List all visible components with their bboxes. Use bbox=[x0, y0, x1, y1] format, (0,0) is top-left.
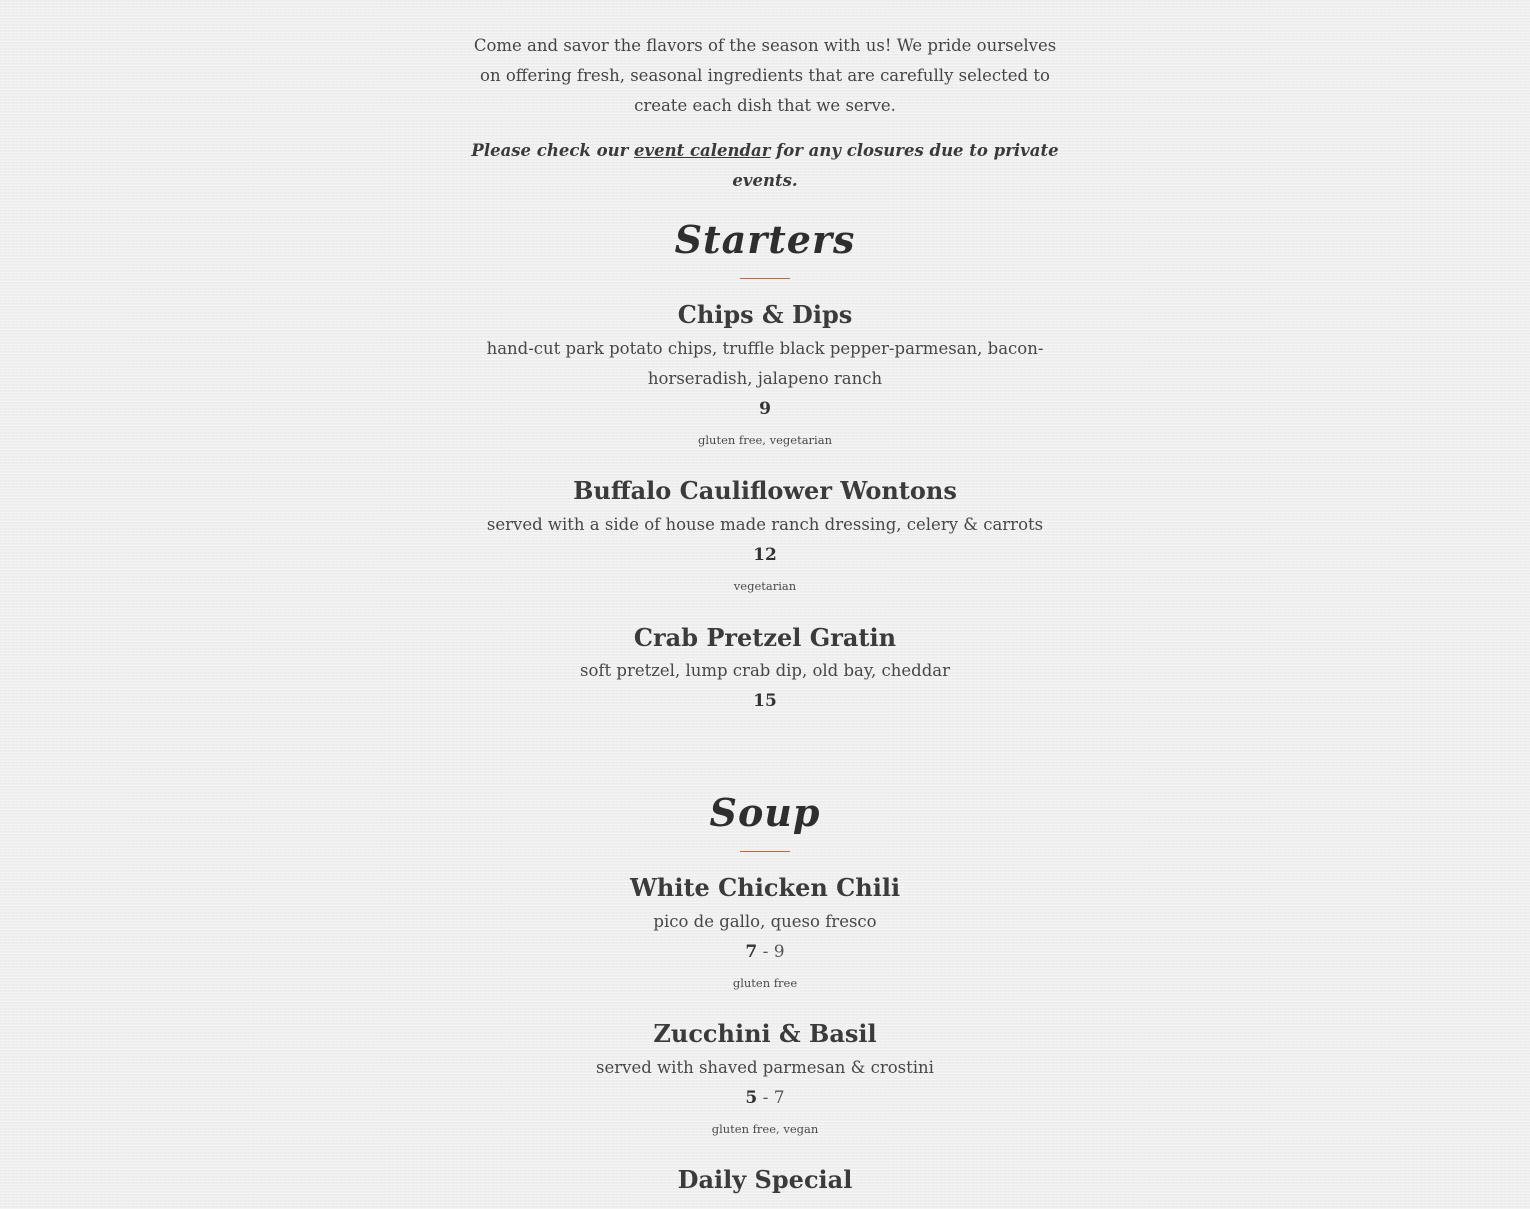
menu-item-tags: vegetarian bbox=[733, 579, 797, 593]
menu-item-name: Zucchini & Basil bbox=[653, 1019, 877, 1048]
price-alt-value: 7 bbox=[773, 1088, 785, 1108]
menu-item-price bbox=[465, 686, 1065, 716]
price-value: 15 bbox=[753, 691, 777, 711]
menu-item-tags: gluten free, vegetarian bbox=[698, 433, 832, 447]
menu-item-description: served with shaved parmesan & crostini bbox=[596, 1058, 934, 1077]
price-value: 9 bbox=[759, 399, 771, 419]
menu-item-name: Crab Pretzel Gratin bbox=[633, 623, 897, 652]
closure-notice bbox=[465, 136, 1065, 196]
menu-item-description: hand-cut park potato chips, truffle black pepper-parmesan, bacon-horseradish, jalapeno ranch bbox=[486, 339, 1044, 388]
section-divider bbox=[740, 851, 790, 852]
menu-item-name: Buffalo Cauliflower Wontons bbox=[573, 476, 957, 505]
menu-item-description: soft pretzel, lump crab dip, old bay, cheddar bbox=[580, 661, 950, 680]
menu-item-description: served with a side of house made ranch dressing, celery & carrots bbox=[486, 515, 1044, 534]
menu-item-price bbox=[465, 937, 1065, 967]
menu-item-price bbox=[465, 540, 1065, 570]
notice-text-before: Please check our bbox=[471, 141, 635, 160]
price-value: 5 bbox=[745, 1088, 758, 1108]
section-divider bbox=[740, 278, 790, 279]
menu-item-name: White Chicken Chili bbox=[629, 873, 901, 902]
price-alt-value: 9 bbox=[773, 942, 785, 962]
menu-item-name: Daily Special bbox=[677, 1165, 853, 1194]
price-separator: - bbox=[762, 1088, 769, 1108]
price-value: 7 bbox=[745, 942, 758, 962]
intro-paragraph: Come and savor the flavors of the season with us! We pride ourselves on offering fresh, seasonal ingredients that are carefully selected to create each dish that we serve. bbox=[473, 36, 1057, 115]
menu-item-tags: gluten free bbox=[732, 976, 798, 990]
price-value: 12 bbox=[753, 545, 777, 565]
event-calendar-link[interactable]: event calendar bbox=[634, 141, 771, 160]
notice-text-after: for any closures due to private events. bbox=[732, 141, 1059, 190]
menu-item-name: Chips & Dips bbox=[677, 300, 853, 329]
menu-item-description: pico de gallo, queso fresco bbox=[653, 912, 877, 931]
menu-item-tags: gluten free, vegan bbox=[711, 1122, 819, 1136]
menu-item-price bbox=[465, 1083, 1065, 1113]
section-title-soup: Soup bbox=[709, 790, 821, 835]
menu-item-price bbox=[465, 394, 1065, 424]
section-title-starters: Starters bbox=[674, 217, 856, 262]
price-separator: - bbox=[762, 942, 769, 962]
